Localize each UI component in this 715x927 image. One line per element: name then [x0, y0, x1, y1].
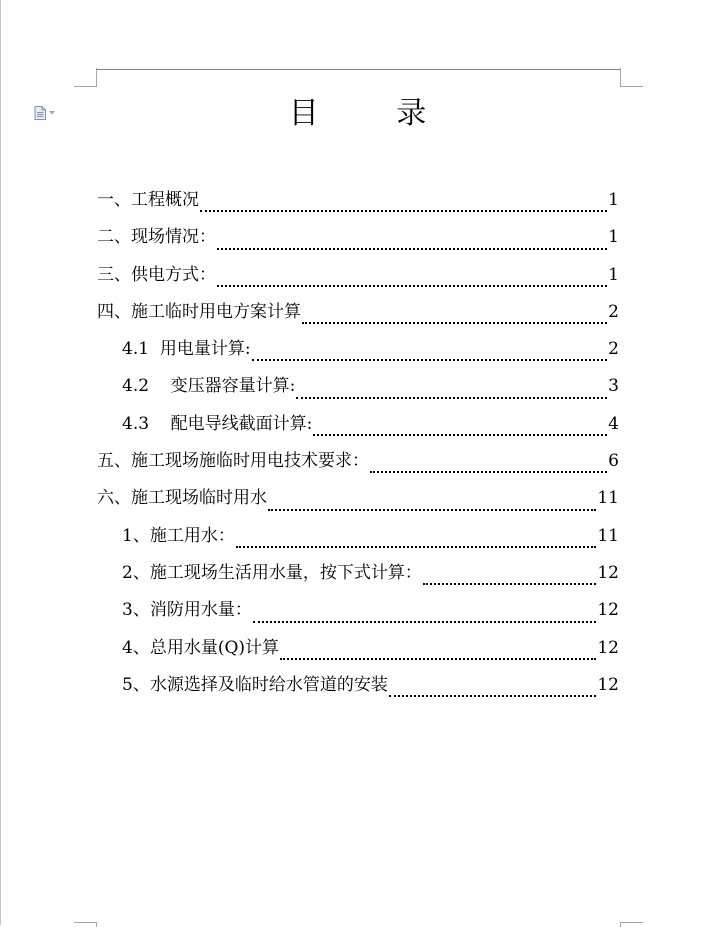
toc-entry-page-number: 12: [597, 637, 619, 658]
toc-entry-label: 二、现场情况：: [97, 227, 216, 248]
toc-entry[interactable]: [97, 447, 619, 484]
toc-entry[interactable]: [97, 671, 619, 708]
toc-entry-label: 5、水源选择及临时给水管道的安装: [122, 674, 388, 695]
toc-dot-leader: [423, 582, 597, 585]
header-rule: [96, 69, 620, 70]
toc-dot-leader: [313, 433, 607, 436]
toc-dot-leader: [296, 396, 607, 399]
toc-title: 目 录: [288, 96, 461, 131]
toc-entry-label: 1、施工用水：: [122, 525, 235, 546]
toc-entry[interactable]: [97, 261, 619, 298]
toc-entry-label: 4.1 用电量计算:: [122, 339, 251, 360]
toc-dot-leader: [252, 358, 608, 361]
toc-entry-label: 四、施工临时用电方案计算: [97, 301, 301, 322]
toc-entry[interactable]: [97, 634, 619, 671]
toc-entry-page-number: 1: [608, 264, 619, 285]
toc-dot-leader: [217, 247, 607, 250]
toc-entry-page-number: 12: [597, 674, 619, 695]
toc-entry-label: 五、施工现场施临时用电技术要求：: [97, 451, 369, 472]
toc-entry[interactable]: [97, 484, 619, 521]
toc-entry-label: 三、供电方式：: [97, 264, 216, 285]
toc-entry[interactable]: [97, 410, 619, 447]
margin-corner-top-left: [74, 68, 97, 87]
toc-entry-label: 2、施工现场生活用水量，按下式计算：: [122, 562, 422, 583]
toc-entry[interactable]: [97, 335, 619, 372]
toc-entry-page-number: 1: [608, 190, 619, 210]
toc-entry-page-number: 2: [608, 301, 619, 322]
toc-dot-leader: [280, 657, 596, 660]
toc-entry[interactable]: [97, 372, 619, 409]
toc-entry[interactable]: [97, 223, 619, 260]
toc-entry-label: 4、总用水量(Q)计算: [122, 637, 280, 658]
toc-entry-page-number: 4: [608, 413, 619, 434]
toc-entry-page-number: 1: [608, 227, 619, 248]
toc-dot-leader: [200, 209, 607, 212]
toc-entry[interactable]: [97, 596, 619, 633]
toc-entry-label: 3、消防用水量：: [122, 600, 252, 621]
toc-dot-leader: [370, 470, 607, 473]
toc-entry-label: 4.3 配电导线截面计算:: [122, 413, 313, 434]
toc-entry-page-number: 12: [597, 562, 619, 583]
margin-corner-top-right: [620, 68, 643, 87]
toc-entry-label: 六、施工现场临时用水: [97, 488, 267, 509]
toc-entry-label: 4.2 变压器容量计算:: [122, 376, 296, 397]
table-of-contents: [97, 186, 619, 708]
toc-entry-page-number: 12: [597, 600, 619, 621]
page-left-edge: [0, 0, 1, 925]
toc-entry[interactable]: [97, 522, 619, 559]
toc-dot-leader: [302, 321, 607, 324]
toc-dot-leader: [253, 620, 597, 623]
toc-entry-page-number: 3: [608, 376, 619, 397]
toc-entry-page-number: 11: [597, 488, 619, 509]
toc-entry[interactable]: [97, 298, 619, 335]
toc-entry-label: 一、工程概况: [97, 190, 199, 210]
toc-dot-leader: [389, 694, 597, 697]
toc-dot-leader: [236, 545, 597, 548]
toc-entry-page-number: 11: [597, 525, 619, 546]
toc-dot-leader: [268, 508, 596, 511]
toc-entry[interactable]: [97, 559, 619, 596]
toc-entry[interactable]: [97, 186, 619, 223]
toc-dot-leader: [217, 284, 607, 287]
toc-entry-page-number: 2: [608, 339, 619, 360]
toc-entry-page-number: 6: [608, 451, 619, 472]
